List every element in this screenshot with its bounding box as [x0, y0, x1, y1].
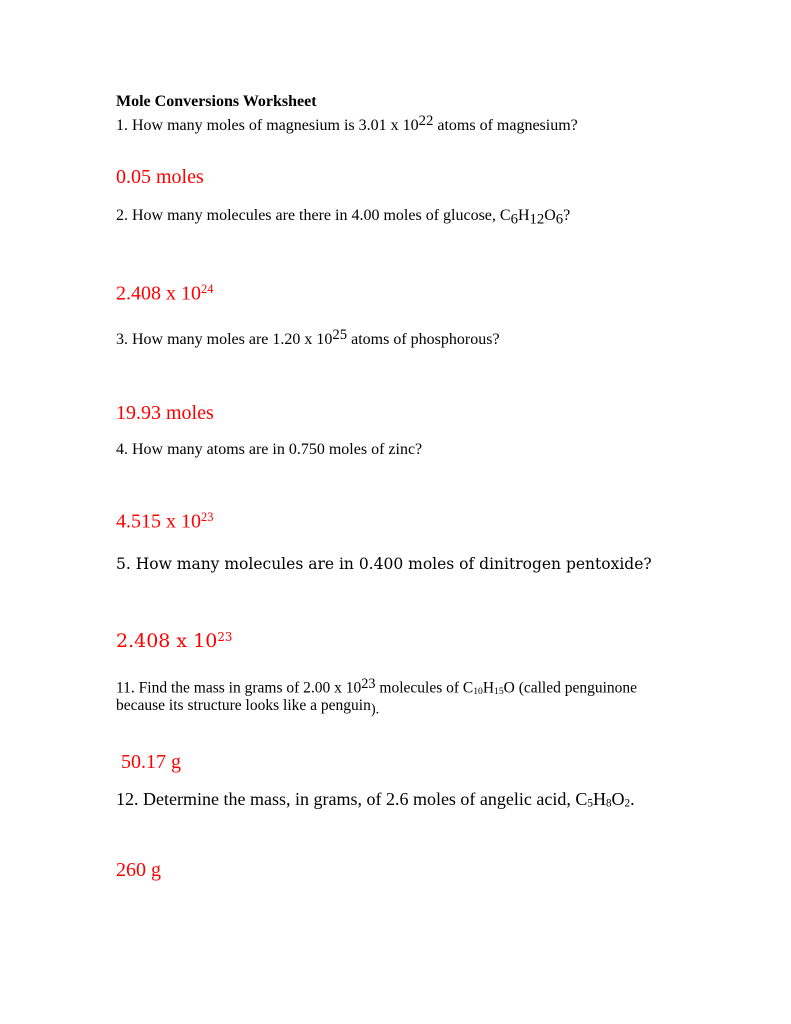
- question-3-text: 3. How many moles are 1.20 x 1025 atoms of phosphorous?: [116, 327, 500, 348]
- question-5-text: 5. How many molecules are in 0.400 moles of dinitrogen pentoxide?: [116, 555, 652, 573]
- question-1-text: 1. How many moles of magnesium is 3.01 x 1022 atoms of magnesium?: [116, 113, 578, 134]
- question-12-text: 12. Determine the mass, in grams, of 2.6 moles of angelic acid, C5H8O2.: [116, 789, 635, 810]
- answer-2-text: 2.408 x $10^{24}$: [116, 282, 214, 305]
- question-2-text: 2. How many molecules are there in 4.00 moles of glucose, C6H12O6?: [116, 207, 571, 228]
- question-11-text-line2: because its structure looks like a penguin).: [116, 697, 380, 718]
- answer-3-text: 19.93 moles: [116, 402, 214, 424]
- answer-11-text: 50.17 g: [121, 751, 181, 773]
- question-4-text: 4. How many atoms are in 0.750 moles of zinc?: [116, 441, 423, 458]
- answer-12-text: 260 g: [116, 859, 161, 881]
- answer-4-text: 4.515 x $10^{23}$: [116, 510, 214, 533]
- question-11-text-line1: 11. Find the mass in grams of 2.00 x 1023 molecules of C10H15O (called penguinone: [116, 676, 638, 698]
- answer-5-text: 2.408 x $10^{23}$: [116, 630, 233, 653]
- answer-1-text: 0.05 moles: [116, 166, 204, 188]
- worksheet-title: Mole Conversions Worksheet: [116, 93, 317, 110]
